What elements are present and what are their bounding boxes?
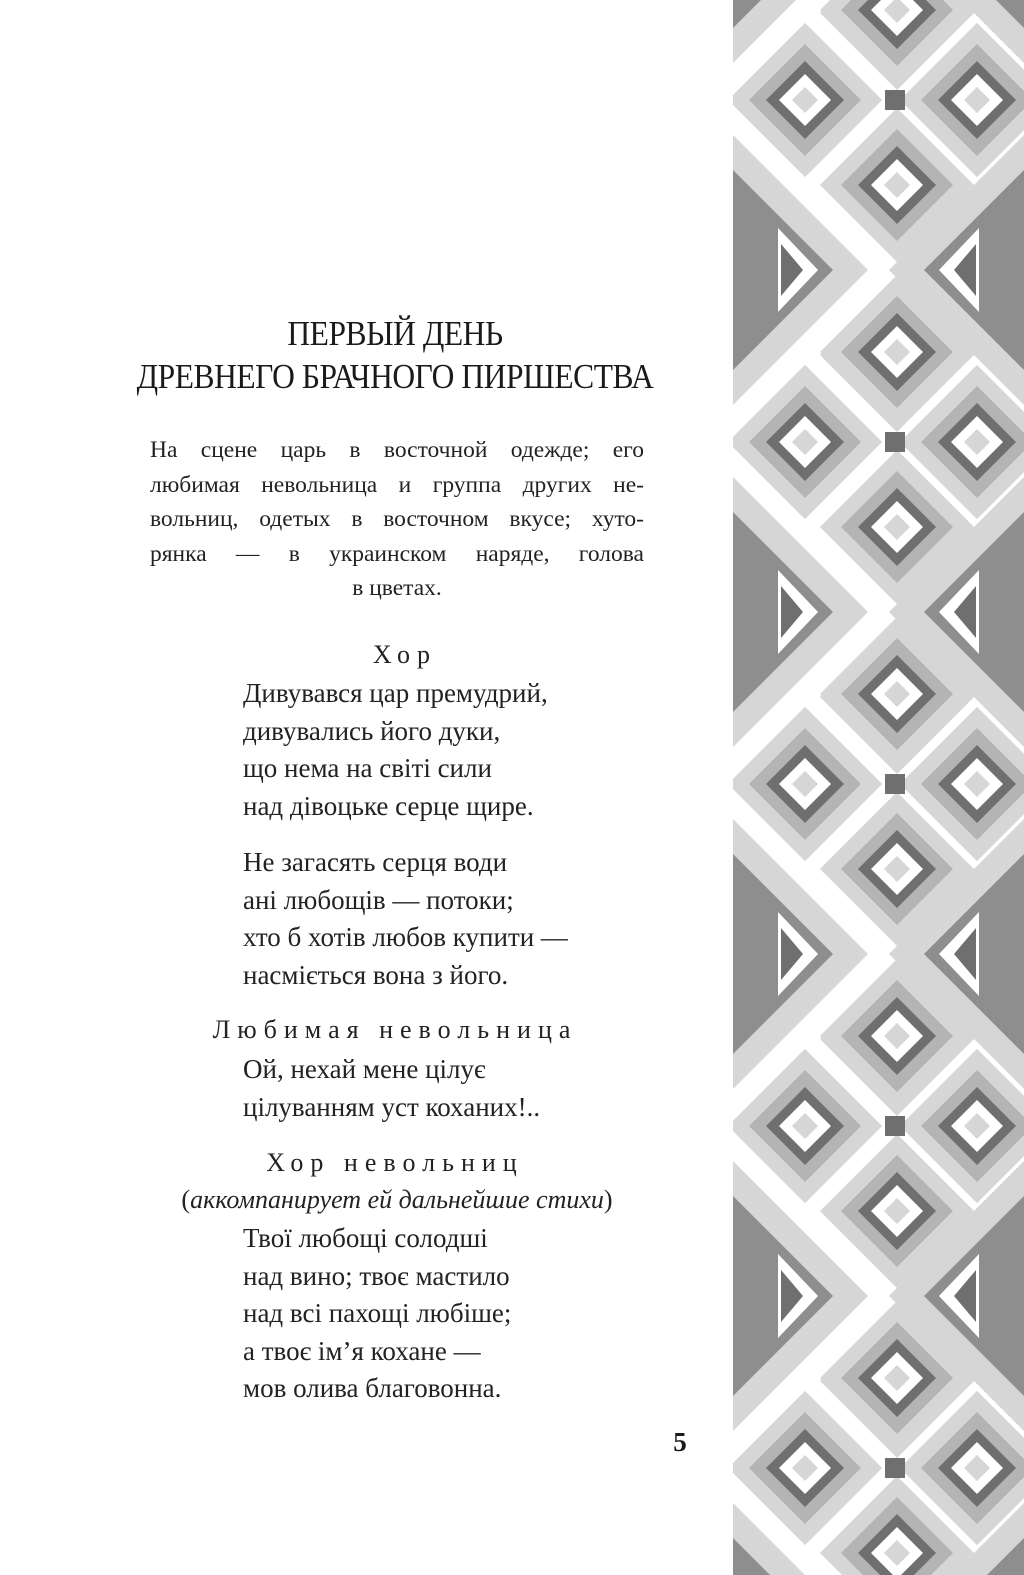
stage-note-close: ) [603,1185,613,1214]
stage-note [127,1185,667,1215]
stage-direction [150,433,644,606]
chapter-title [94,312,697,398]
verse-line: Ой, нехай мене цілує [243,1054,486,1084]
speaker-slaves-chorus: Хор невольниц [266,1148,524,1177]
verse-line: над всі пахощі любіше; [243,1298,512,1329]
ornament-square [885,774,905,794]
stanza-3 [243,1051,703,1126]
verse-line: що нема на світі сили [243,753,492,784]
verse-line: Дивувався цар премудрий, [243,678,548,708]
ornament-square [885,1458,905,1478]
stanza-4 [243,1220,703,1408]
verse-line: Твої любощі солодші [243,1223,488,1253]
stage-direction-line: вольниц, одетых в восточном вкусе; хуто- [150,506,644,532]
stanza-2 [243,844,703,994]
verse-line: хто б хотів любов купити — [243,922,568,953]
stage-direction-line: в цветах. [352,575,442,601]
stage-note-open: ( [181,1185,191,1214]
verse-line: цілуванням уст коханих!.. [243,1091,541,1122]
verse-line: насміється вона з його. [243,959,509,990]
stanza-1 [243,675,703,825]
verse-line: ані любощів — потоки; [243,884,514,915]
ornament-square [885,90,905,110]
page-number: 5 [673,1427,687,1457]
stage-direction-line: На сцене царь в восточной одежде; его [150,437,644,463]
chapter-title-line-2: ДРЕВНЕГО БРАЧНОГО ПИРШЕСТВА [136,357,654,396]
verse-line: над вино; твоє мастило [243,1260,510,1291]
chapter-title-line-1: ПЕРВЫЙ ДЕНЬ [287,314,503,353]
decorative-ornament-border [733,0,1024,1575]
stage-direction-line: рянка — в украинском наряде, голова [150,540,644,567]
verse-line: дивувались його дуки, [243,715,501,746]
speaker-beloved-slave: Любимая невольница [212,1015,578,1044]
stage-note-text: аккомпанирует ей дальнейшие стихи [190,1185,604,1214]
speaker-chorus: Хор [372,640,438,669]
verse-line: а твоє ім’я кохане — [243,1335,481,1366]
stage-direction-line: любимая невольница и группа других не- [150,471,644,498]
verse-line: Не загасять серця води [243,847,508,877]
verse-line: над дівоцьке серце щире. [243,790,534,821]
verse-line: мов олива благовонна. [243,1373,502,1404]
ornament-square [885,432,905,452]
ornament-square [885,1116,905,1136]
